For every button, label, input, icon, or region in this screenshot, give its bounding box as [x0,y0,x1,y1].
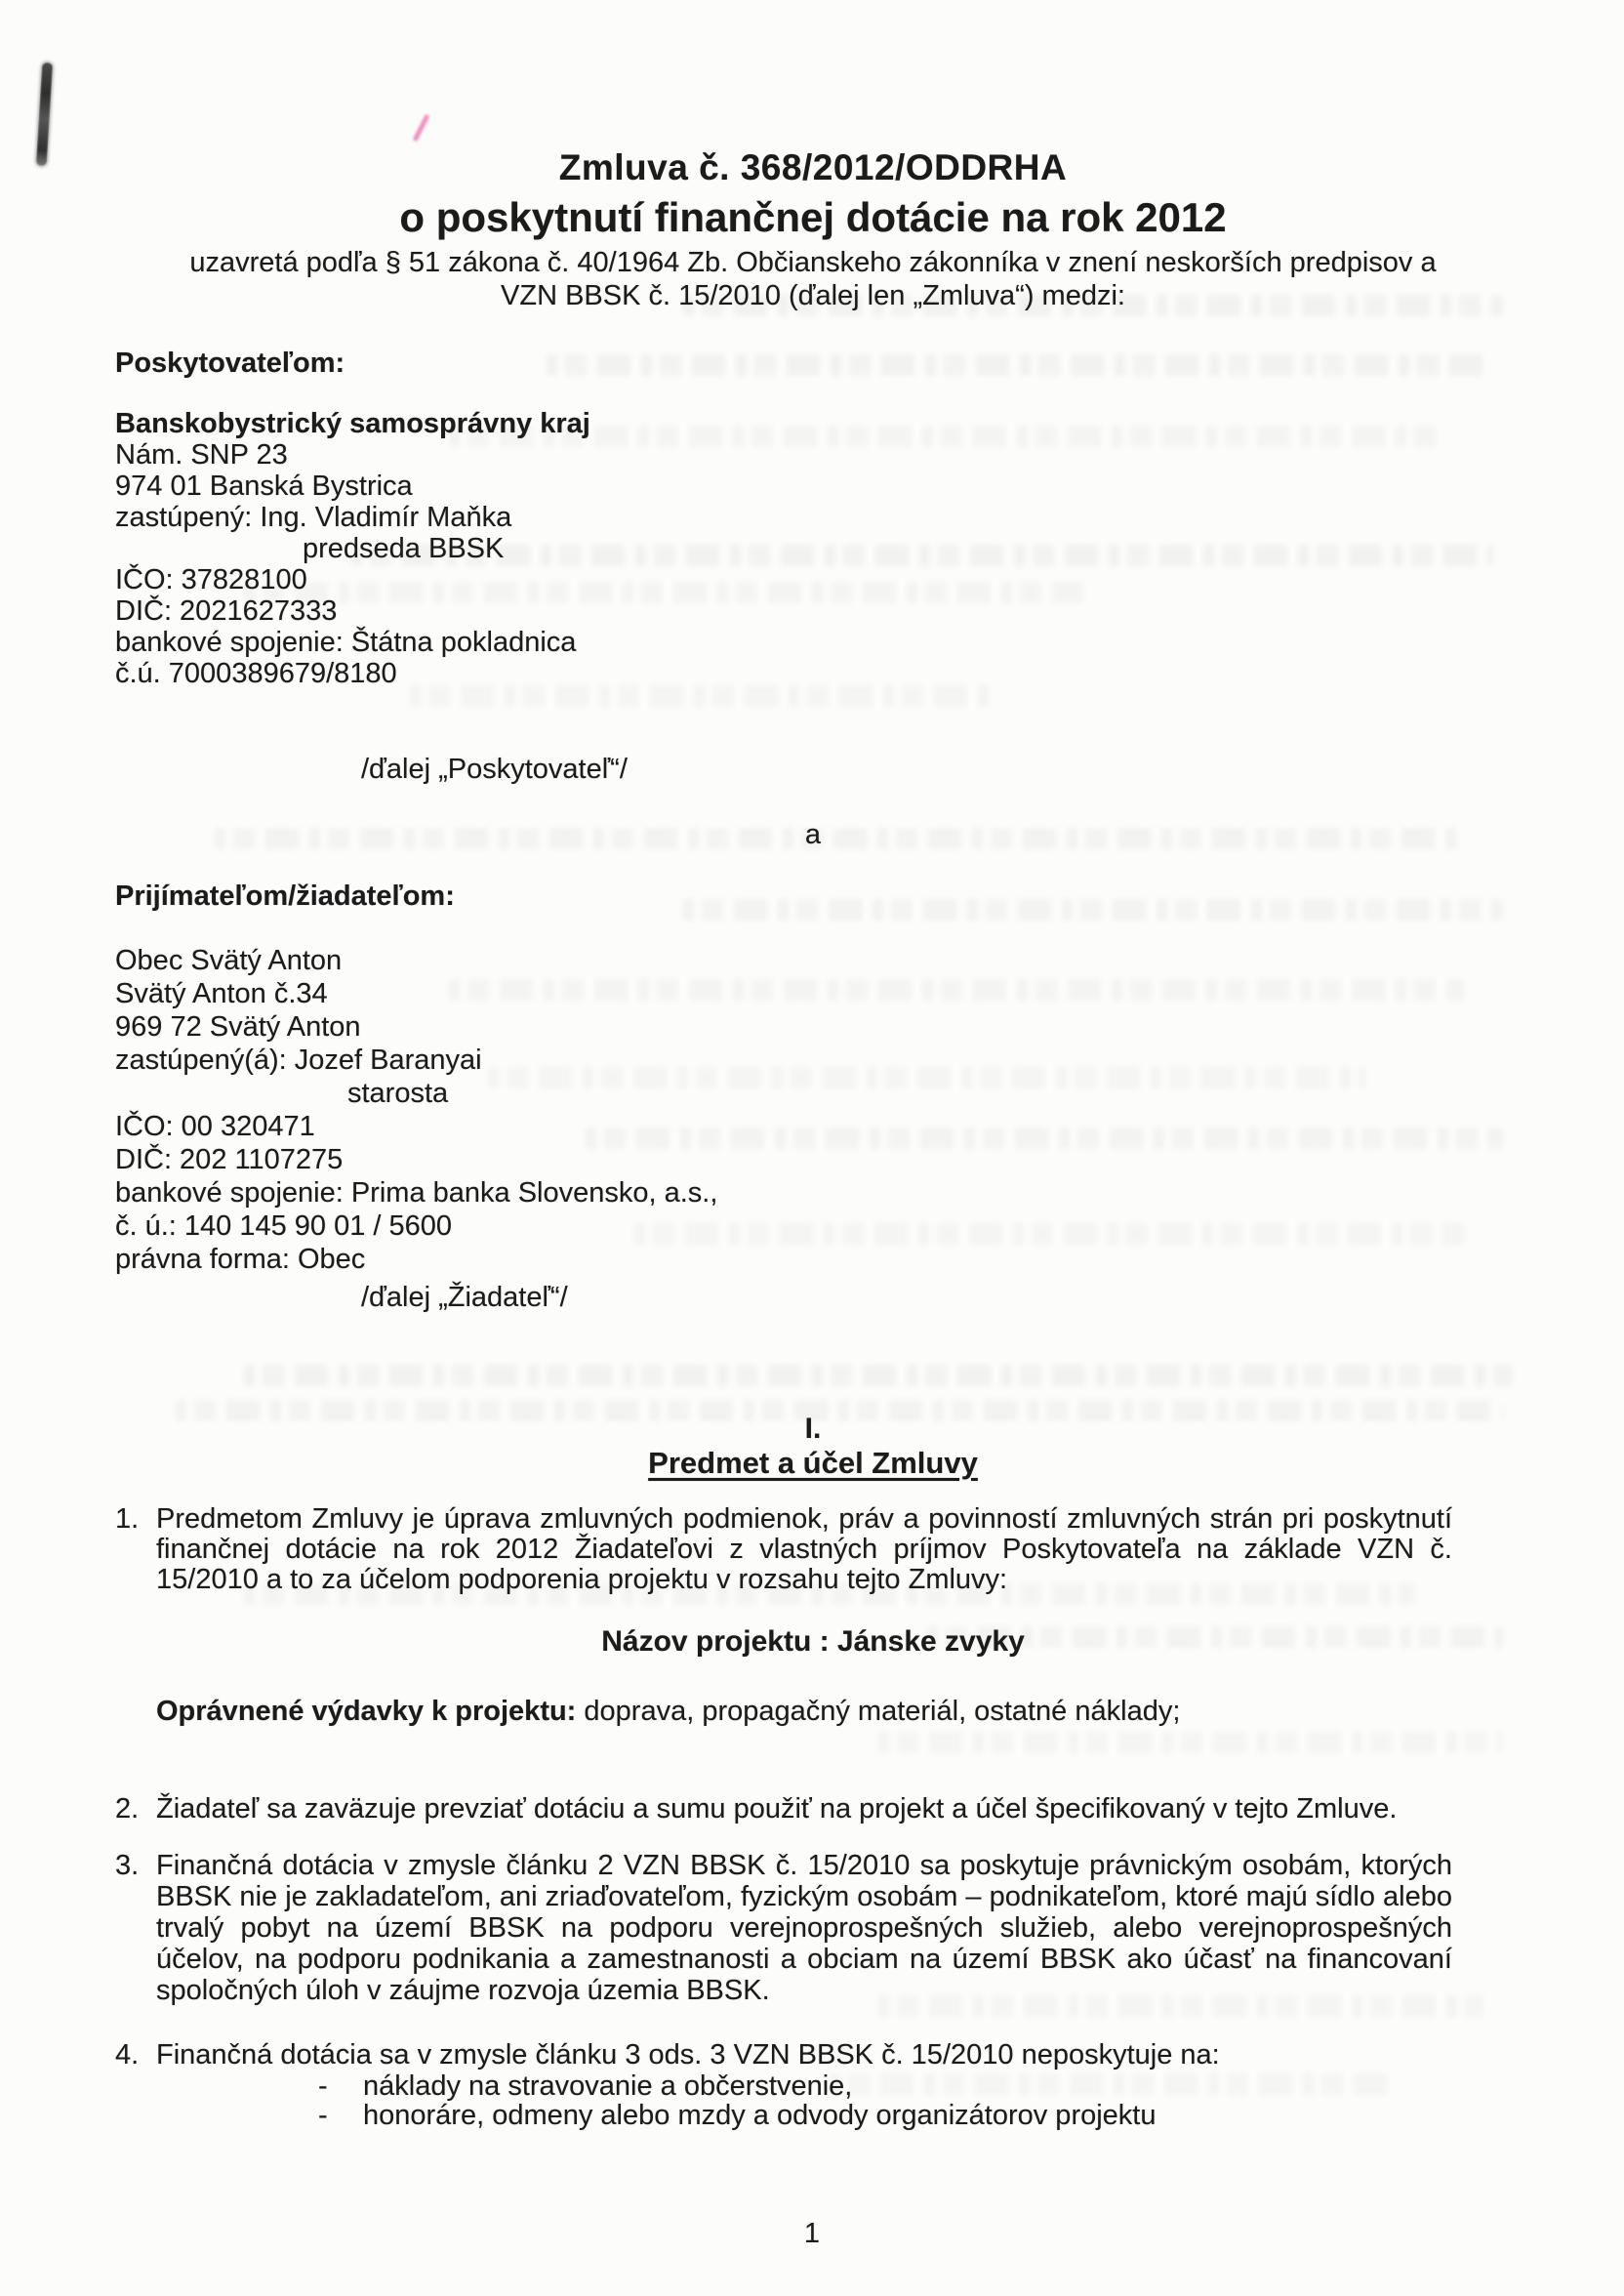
eligible-expenses-text: doprava, propagačný materiál, ostatné náklady; [576,1696,1181,1727]
bullet-2-text: honoráre, odmeny alebo mzdy a odvody organizátorov projektu [363,2100,1157,2131]
contract-legal-basis-line1: uzavretá podľa § 51 zákona č. 40/1964 Zb. Občianskeho zákonníka v znení neskorších predpisov a [189,247,1437,278]
bullet-dash: - [318,2100,328,2131]
provider-bank: bankové spojenie: Štátna pokladnica [115,627,577,658]
page-number: 1 [803,2218,821,2249]
contract-subject-title: o poskytnutí finančnej dotácie na rok 2012 [399,194,1227,240]
scan-staple-mark [36,62,53,166]
recipient-street: Svätý Anton č.34 [115,978,328,1009]
contract-title: Zmluva č. 368/2012/ODDRHA [558,147,1068,187]
recipient-legal-form: právna forma: Obec [115,1244,366,1275]
provider-dic: DIČ: 2021627333 [115,595,338,627]
recipient-city: 969 72 Svätý Anton [115,1011,361,1043]
recipient-represented-by: zastúpený(á): Jozef Baranyai [115,1045,482,1076]
bullet-dash: - [318,2070,328,2102]
provider-city: 974 01 Banská Bystrica [115,471,413,502]
provider-block [115,408,1511,689]
item-3-text: Finančná dotácia v zmysle článku 2 VZN BBSK č. 15/2010 sa poskytuje právnickým osobám, ktorých BBSK nie je zakladateľom, ani zriaďovateľom, fyzickým osobám – podnikateľom, ktoré majú sídlo alebo trvalý pobyt na území BBSK na podporu verejnoprospešných služieb, alebo verejnoprospešných účelov, na podporu podnikania a zamestnanosti a obciam na území BBSK ako účasť na financovaní spoločných úloh v záujme rozvoja územia BBSK. [156,1850,1452,2006]
item-1-number: 1. [115,1503,140,1535]
article-item-2 [115,1793,1511,1825]
recipient-ico: IČO: 00 320471 [115,1111,315,1142]
article-heading: Predmet a účel Zmluvy [648,1446,978,1480]
recipient-account: č. ú.: 140 145 90 01 / 5600 [115,1210,453,1242]
project-name-line: Názov projektu : Jánske zvyky [601,1625,1025,1658]
item-4-number: 4. [115,2039,140,2070]
recipient-representative-title: starosta [347,1078,449,1109]
item-4-bullet-2 [115,2101,1511,2130]
provider-representative-title: predseda BBSK [303,533,505,564]
article-item-1 [115,1504,1452,1595]
bullet-1-text: náklady na stravovanie a občerstvenie, [363,2070,853,2102]
recipient-label: Prijímateľom/žiadateľom: [115,881,455,912]
eligible-expenses-line [115,1696,1511,1728]
provider-ico: IČO: 37828100 [115,564,307,595]
article-item-3 [115,1850,1452,2006]
provider-account: č.ú. 7000389679/8180 [115,658,397,689]
contract-legal-basis-line2: VZN BBSK č. 15/2010 (ďalej len „Zmluva“) medzi: [501,280,1125,311]
provider-name: Banskobystrický samosprávny kraj [115,408,590,439]
provider-label: Poskytovateľom: [115,348,345,379]
article-item-4 [115,2039,1511,2071]
recipient-block [115,944,1511,1276]
recipient-alias: /ďalej „Žiadateľ“/ [361,1282,568,1313]
provider-represented-by: zastúpený: Ing. Vladimír Maňka [115,502,512,533]
item-4-text: Finančná dotácia sa v zmysle článku 3 ods. 3 VZN BBSK č. 15/2010 neposkytuje na: [156,2039,1220,2070]
recipient-name: Obec Svätý Anton [115,945,343,976]
provider-alias: /ďalej „Poskytovateľ“/ [361,754,628,785]
item-1-text: Predmetom Zmluvy je úprava zmluvných podmienok, práv a povinností zmluvných strán pri poskytnutí finančnej dotácie na rok 2012 Žiadateľovi z vlastných príjmov Poskytovateľa na základe VZN č. 15/2010 a to za účelom podporenia projektu v rozsahu tejto Zmluvy: [156,1503,1452,1595]
recipient-dic: DIČ: 202 1107275 [115,1144,344,1175]
item-2-text: Žiadateľ sa zaväzuje prevziať dotáciu a sumu použiť na projekt a účel špecifikovaný v tejto Zmluve. [156,1793,1398,1824]
item-2-number: 2. [115,1793,140,1824]
provider-street: Nám. SNP 23 [115,439,288,471]
item-3-number: 3. [115,1850,140,1881]
conjunction-a: a [804,819,822,850]
item-4-bullet-1 [115,2071,1511,2101]
article-number: I. [804,1413,822,1445]
recipient-bank: bankové spojenie: Prima banka Slovensko, a.s., [115,1177,718,1209]
eligible-expenses-label: Oprávnené výdavky k projektu: [156,1696,577,1727]
